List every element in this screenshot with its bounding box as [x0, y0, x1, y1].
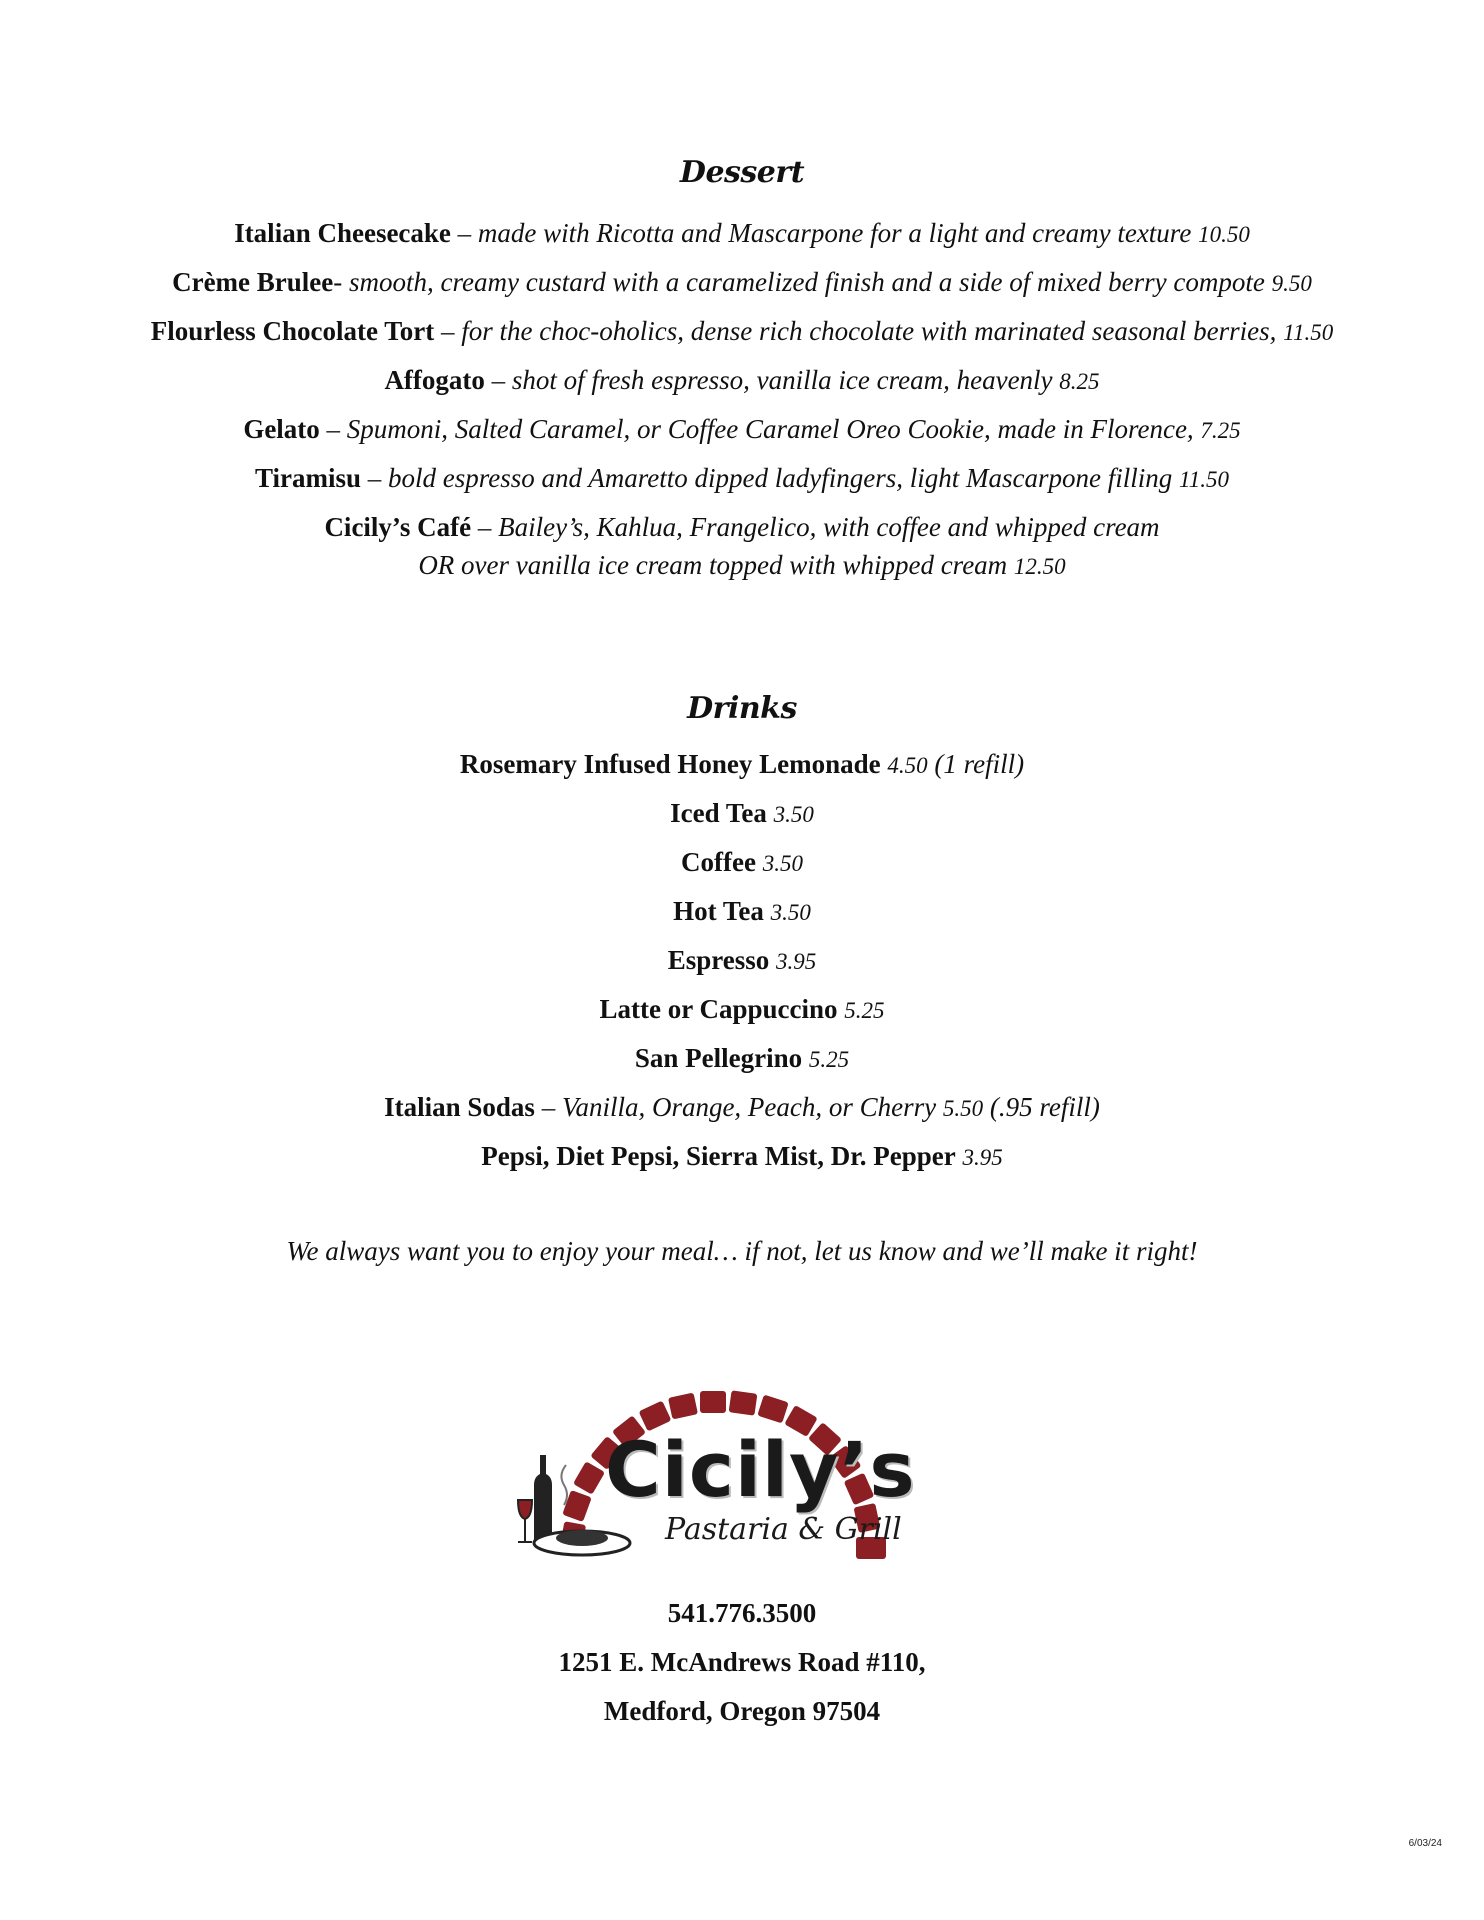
drink-item	[0, 1041, 1484, 1077]
item-price: 3.95	[962, 1145, 1003, 1170]
item-price: 5.25	[844, 998, 885, 1023]
item-name: San Pellegrino	[634, 1043, 803, 1073]
wine-bottle-icon	[534, 1455, 552, 1545]
item-name: Iced Tea	[670, 798, 767, 828]
item-separator: –	[450, 218, 478, 248]
item-name: Espresso	[667, 945, 770, 975]
item-separator: –	[471, 512, 499, 542]
dessert-title: Dessert	[679, 155, 805, 190]
wine-glass-icon	[518, 1500, 532, 1542]
item-description: Bailey’s, Kahlua, Frangelico, with coffee and whipped cream	[498, 512, 1160, 542]
item-price: 11.50	[1283, 320, 1334, 345]
item-description: bold espresso and Amaretto dipped ladyfingers, light Mascarpone filling	[388, 463, 1173, 493]
item-description: made with Ricotta and Mascarpone for a light and creamy texture	[477, 218, 1192, 248]
dessert-item	[0, 510, 1484, 544]
item-price: 3.95	[776, 949, 817, 974]
drink-item	[0, 943, 1484, 979]
address-line-1: 1251 E. McAndrews Road #110,	[558, 1647, 926, 1677]
item-name: Pepsi, Diet Pepsi, Sierra Mist, Dr. Pepper	[481, 1141, 956, 1171]
item-name: Italian Cheesecake	[234, 218, 451, 248]
item-separator: –	[434, 316, 462, 346]
dessert-item-continued	[0, 548, 1484, 584]
item-price: 7.25	[1200, 418, 1241, 443]
item-name: Rosemary Infused Honey Lemonade	[459, 749, 881, 779]
drinks-title: Drinks	[687, 691, 797, 726]
item-price: 3.50	[762, 851, 803, 876]
item-name: Flourless Chocolate Tort	[150, 316, 435, 346]
item-price: 11.50	[1178, 467, 1230, 492]
logo-subtitle: Pastaria & Grill	[665, 1512, 902, 1547]
drink-item	[0, 845, 1484, 881]
item-price: 5.25	[808, 1047, 850, 1072]
item-name: Coffee	[681, 847, 756, 877]
dessert-item	[0, 412, 1484, 448]
drink-item	[0, 1139, 1484, 1175]
dessert-item	[0, 265, 1484, 301]
item-name: Crème Brulee	[172, 267, 334, 297]
item-description: Spumoni, Salted Caramel, or Coffee Caramel Oreo Cookie, made in Florence,	[346, 414, 1194, 444]
item-name: Tiramisu	[254, 463, 362, 493]
item-price: 8.25	[1059, 369, 1100, 394]
item-note: (1 refill)	[934, 749, 1025, 779]
item-separator: –	[319, 414, 347, 444]
item-name: Affogato	[384, 365, 485, 395]
item-name: Latte or Cappuccino	[599, 994, 838, 1024]
item-price: 5.50	[942, 1096, 984, 1121]
item-name: Italian Sodas	[384, 1092, 535, 1122]
date-code: 6/03/24	[1408, 1838, 1442, 1849]
drink-item	[0, 894, 1484, 930]
dessert-item	[0, 461, 1484, 497]
dessert-item	[0, 363, 1484, 399]
drink-item	[0, 1090, 1484, 1126]
item-description: shot of fresh espresso, vanilla ice cream, heavenly	[511, 365, 1053, 395]
item-price: 4.50	[887, 753, 928, 778]
item-separator: –	[484, 365, 512, 395]
item-price: 3.50	[773, 802, 814, 827]
item-description: – Vanilla, Orange, Peach, or Cherry	[534, 1092, 937, 1122]
dessert-item	[0, 216, 1484, 252]
item-name: Hot Tea	[673, 896, 764, 926]
item-price: 3.50	[770, 900, 811, 925]
tagline: We always want you to enjoy your meal… if not, let us know and we’ll make it right!	[286, 1236, 1198, 1266]
drink-item	[0, 992, 1484, 1028]
item-separator: -	[333, 267, 350, 297]
item-name: Cicily’s Café	[324, 512, 472, 542]
item-separator: –	[361, 463, 389, 493]
item-name: Gelato	[243, 414, 320, 444]
dessert-item	[0, 314, 1484, 350]
address-line-2: Medford, Oregon 97504	[603, 1696, 881, 1726]
item-description: for the choc-oholics, dense rich chocolate with marinated seasonal berries,	[461, 316, 1277, 346]
item-price: 9.50	[1271, 271, 1312, 296]
logo-name: Cicily’s	[605, 1425, 916, 1514]
drink-item	[0, 796, 1484, 832]
drink-item	[0, 747, 1484, 783]
item-description: OR over vanilla ice cream topped with whipped cream	[418, 550, 1008, 580]
item-note: (.95 refill)	[989, 1092, 1100, 1122]
item-description: smooth, creamy custard with a caramelized finish and a side of mixed berry compote	[349, 267, 1265, 297]
item-price: 10.50	[1198, 222, 1250, 247]
phone-number: 541.776.3500	[667, 1598, 817, 1628]
item-price: 12.50	[1013, 554, 1066, 579]
